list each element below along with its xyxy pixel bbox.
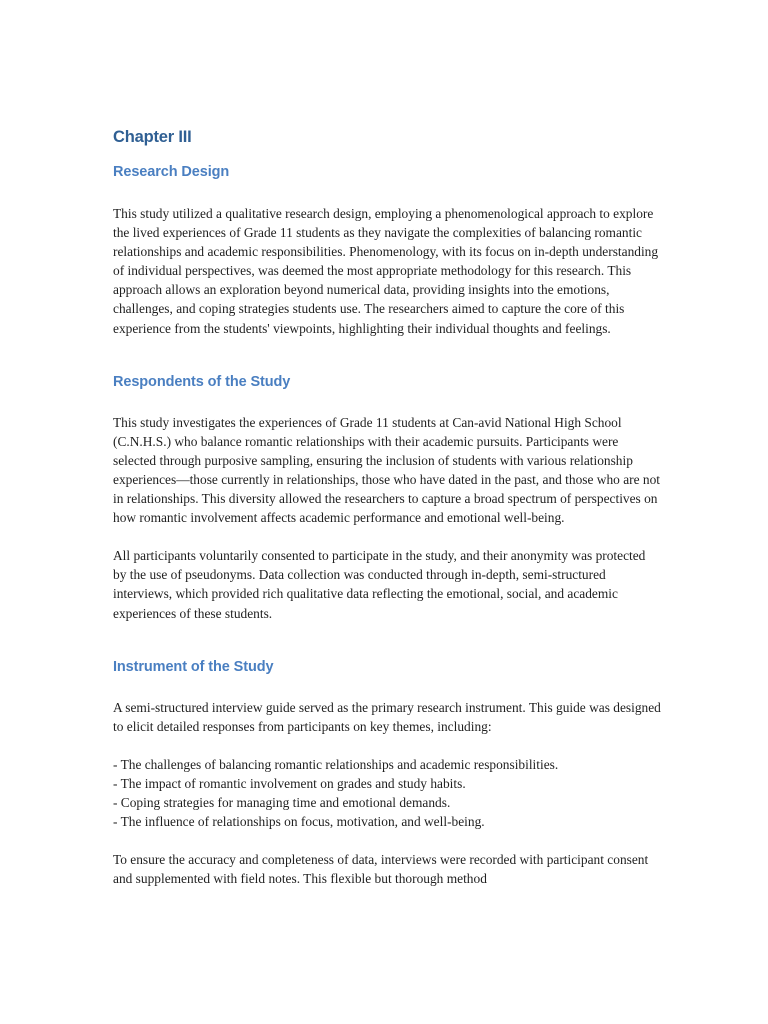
- document-page: [113, 124, 661, 888]
- list-item: - The challenges of balancing romantic relationships and academic responsibilities.: [113, 756, 559, 772]
- section-heading-instrument: Instrument of the Study: [113, 658, 274, 675]
- instrument-closing-paragraph: To ensure the accuracy and completeness of data, interviews were recorded with participant consent and supplemented with field notes. This flexible but thorough method: [113, 852, 649, 887]
- respondents-paragraph-2: All participants voluntarily consented to participate in the study, and their anonymity was protected by the use of pseudonyms. Data collection was conducted through in-depth, semi-structured interviews, which provided rich qualitative data reflecting the emotional, social, and academic experiences of these students.: [113, 548, 646, 621]
- instrument-intro-paragraph: A semi-structured interview guide served as the primary research instrument. This guide was designed to elicit detailed responses from participants on key themes, including:: [113, 699, 661, 734]
- chapter-title: Chapter III: [113, 128, 192, 146]
- list-item: - Coping strategies for managing time and emotional demands.: [113, 794, 451, 810]
- list-item: - The impact of romantic involvement on grades and study habits.: [113, 775, 466, 791]
- section-heading-research-design: Research Design: [113, 164, 230, 180]
- interview-themes-list: [113, 755, 661, 831]
- research-design-paragraph: This study utilized a qualitative research design, employing a phenomenological approach to explore the lived experiences of Grade 11 students as they navigate the complexities of balancing romantic relationships and academic responsibilities. Phenomenology, with its focus on in-depth understanding of individual perspectives, was deemed the most appropriate methodology for this research. This approach allows an exploration beyond numerical data, providing insights into the emotions, challenges, and coping strategies students use. The researchers aimed to capture the core of this experience from the students' viewpoints, highlighting their individual thoughts and feelings.: [113, 206, 659, 336]
- respondents-paragraph-1: This study investigates the experiences of Grade 11 students at Can-avid National High School (C.N.H.S.) who balance romantic relationships with their academic pursuits. Participants were selected through purposive sampling, ensuring the inclusion of students with various relationship experiences—those currently in relationships, those who have dated in the past, and those who are not in relationships. This diversity allowed the researchers to capture a broad spectrum of perspectives on how romantic involvement affects academic performance and emotional well-being.: [113, 414, 661, 526]
- section-heading-respondents: Respondents of the Study: [113, 373, 291, 390]
- list-item: - The influence of relationships on focus, motivation, and well-being.: [113, 814, 485, 830]
